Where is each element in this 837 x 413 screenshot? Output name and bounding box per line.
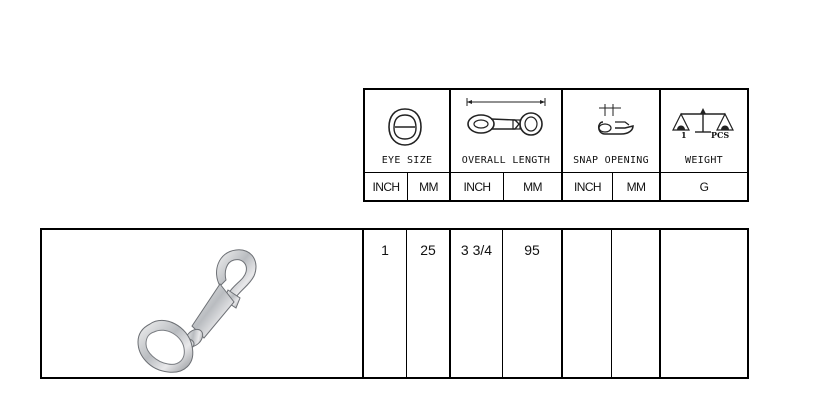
value-eye-inch: 1 xyxy=(381,242,389,258)
unit-eye-inch: INCH xyxy=(372,180,400,194)
unit-length-mm: MM xyxy=(523,180,542,194)
unit-length-inch: INCH xyxy=(463,180,491,194)
snap-opening-icon xyxy=(591,102,639,142)
overall-length-icon xyxy=(463,96,551,144)
eye-ring-icon xyxy=(385,106,425,148)
unit-snap-mm: MM xyxy=(626,180,646,194)
value-length-inch: 3 3/4 xyxy=(460,242,493,258)
overall-length-label: OVERALL LENGTH xyxy=(461,155,551,166)
unit-weight-g: G xyxy=(699,180,709,194)
snap-opening-label: SNAP OPENING xyxy=(573,155,649,166)
weight-icon-unit: PCS xyxy=(711,130,730,140)
eye-size-label: EYE SIZE xyxy=(381,155,433,166)
spec-header-table xyxy=(363,88,749,202)
weight-label: WEIGHT xyxy=(685,155,723,166)
unit-snap-inch: INCH xyxy=(574,180,601,194)
unit-eye-mm: MM xyxy=(419,180,438,194)
product-row xyxy=(40,228,749,379)
value-eye-mm: 25 xyxy=(420,242,436,258)
swivel-snap-hook-icon xyxy=(128,242,268,376)
value-length-mm: 95 xyxy=(524,242,540,258)
weight-icon-number: 1 xyxy=(681,130,687,140)
